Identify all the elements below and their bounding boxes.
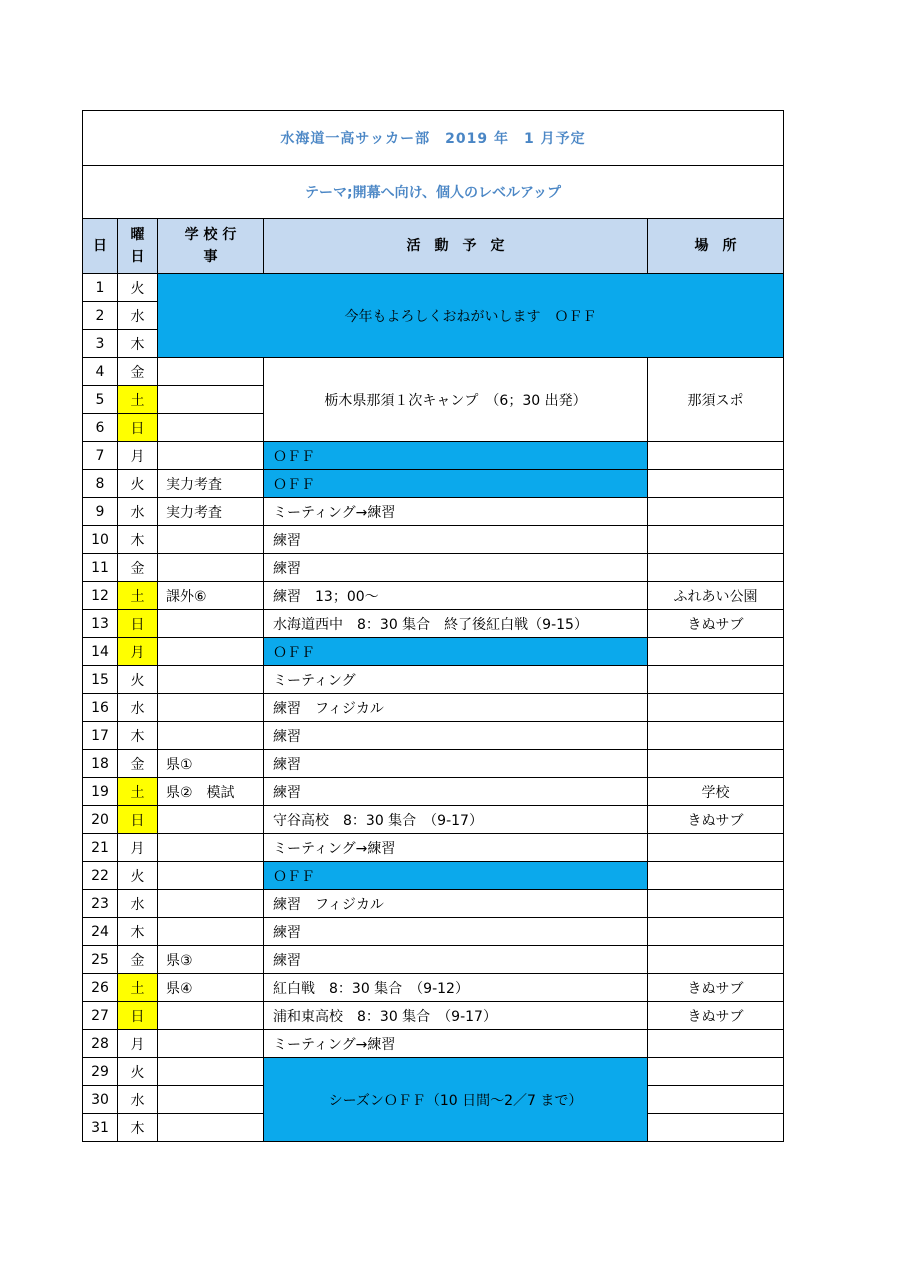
table-row xyxy=(83,666,784,694)
school-event-cell xyxy=(158,1058,264,1086)
day-number: 26 xyxy=(83,974,118,1002)
weekday: 木 xyxy=(118,330,158,358)
weekday: 日 xyxy=(118,1002,158,1030)
activity-cell: 練習 xyxy=(264,946,648,974)
weekday: 金 xyxy=(118,946,158,974)
table-row xyxy=(83,638,784,666)
header-place: 場 所 xyxy=(648,219,784,274)
place-cell xyxy=(648,862,784,890)
header-school-event xyxy=(158,219,264,274)
weekday: 水 xyxy=(118,302,158,330)
place-cell xyxy=(648,498,784,526)
school-event-cell: 実力考査 xyxy=(158,498,264,526)
place-cell xyxy=(648,638,784,666)
day-number: 5 xyxy=(83,386,118,414)
school-event-cell xyxy=(158,442,264,470)
school-event-cell: 県④ xyxy=(158,974,264,1002)
table-row xyxy=(83,1058,784,1086)
day-number: 8 xyxy=(83,470,118,498)
weekday: 水 xyxy=(118,498,158,526)
place-cell xyxy=(648,554,784,582)
activity-cell: 練習 フィジカル xyxy=(264,890,648,918)
place-cell: きぬサブ xyxy=(648,610,784,638)
table-row xyxy=(83,1002,784,1030)
school-event-cell xyxy=(158,862,264,890)
school-event-cell xyxy=(158,1114,264,1142)
school-event-cell xyxy=(158,806,264,834)
day-number: 27 xyxy=(83,1002,118,1030)
school-event-cell xyxy=(158,722,264,750)
activity-cell: ミーティング→練習 xyxy=(264,1030,648,1058)
day-number: 1 xyxy=(83,274,118,302)
place-cell: きぬサブ xyxy=(648,974,784,1002)
day-number: 12 xyxy=(83,582,118,610)
table-row xyxy=(83,946,784,974)
school-event-cell xyxy=(158,638,264,666)
weekday: 水 xyxy=(118,694,158,722)
table-row xyxy=(83,974,784,1002)
school-event-cell xyxy=(158,414,264,442)
day-number: 2 xyxy=(83,302,118,330)
activity-cell: ＯＦＦ xyxy=(264,638,648,666)
weekday: 木 xyxy=(118,722,158,750)
activity-cell: 今年もよろしくおねがいします ＯＦＦ xyxy=(158,274,784,358)
school-event-cell xyxy=(158,918,264,946)
day-number: 11 xyxy=(83,554,118,582)
activity-cell: 浦和東高校 8：30 集合 （9-17） xyxy=(264,1002,648,1030)
place-cell: きぬサブ xyxy=(648,806,784,834)
school-event-cell: 実力考査 xyxy=(158,470,264,498)
table-row xyxy=(83,498,784,526)
table-row xyxy=(83,778,784,806)
header-day: 日 xyxy=(83,219,118,274)
table-row xyxy=(83,442,784,470)
page-title: 水海道一高サッカー部 2019 年 1 月予定 xyxy=(83,111,784,166)
table-row xyxy=(83,470,784,498)
day-number: 4 xyxy=(83,358,118,386)
table-row xyxy=(83,526,784,554)
school-event-cell xyxy=(158,1086,264,1114)
school-event-cell xyxy=(158,1002,264,1030)
place-cell xyxy=(648,526,784,554)
schedule-table xyxy=(82,110,784,1142)
activity-cell: 紅白戦 8：30 集合 （9-12） xyxy=(264,974,648,1002)
header-weekday-line2: 日 xyxy=(130,249,145,265)
table-header-row xyxy=(83,219,784,274)
school-event-cell xyxy=(158,1030,264,1058)
weekday: 水 xyxy=(118,1086,158,1114)
day-number: 31 xyxy=(83,1114,118,1142)
activity-cell: 守谷高校 8：30 集合 （9-17） xyxy=(264,806,648,834)
weekday: 金 xyxy=(118,554,158,582)
school-event-cell xyxy=(158,358,264,386)
day-number: 22 xyxy=(83,862,118,890)
school-event-cell xyxy=(158,526,264,554)
weekday: 日 xyxy=(118,806,158,834)
activity-cell: 練習 フィジカル xyxy=(264,694,648,722)
weekday: 月 xyxy=(118,638,158,666)
day-number: 6 xyxy=(83,414,118,442)
header-weekday xyxy=(118,219,158,274)
place-cell xyxy=(648,890,784,918)
day-number: 9 xyxy=(83,498,118,526)
activity-cell: ミーティング→練習 xyxy=(264,834,648,862)
day-number: 17 xyxy=(83,722,118,750)
place-cell xyxy=(648,750,784,778)
table-row xyxy=(83,358,784,386)
school-event-cell: 県③ xyxy=(158,946,264,974)
weekday: 日 xyxy=(118,610,158,638)
school-event-cell xyxy=(158,890,264,918)
place-cell: 学校 xyxy=(648,778,784,806)
weekday: 日 xyxy=(118,414,158,442)
table-row xyxy=(83,610,784,638)
day-number: 10 xyxy=(83,526,118,554)
activity-cell: 練習 xyxy=(264,526,648,554)
day-number: 15 xyxy=(83,666,118,694)
place-cell: ふれあい公園 xyxy=(648,582,784,610)
table-row xyxy=(83,582,784,610)
day-number: 23 xyxy=(83,890,118,918)
day-number: 30 xyxy=(83,1086,118,1114)
table-row xyxy=(83,806,784,834)
weekday: 木 xyxy=(118,526,158,554)
school-event-cell xyxy=(158,666,264,694)
day-number: 14 xyxy=(83,638,118,666)
school-event-cell xyxy=(158,386,264,414)
place-cell xyxy=(648,694,784,722)
table-row xyxy=(83,890,784,918)
day-number: 16 xyxy=(83,694,118,722)
day-number: 24 xyxy=(83,918,118,946)
activity-cell: ＯＦＦ xyxy=(264,862,648,890)
activity-cell: 栃木県那須１次キャンプ （6；30 出発） xyxy=(264,358,648,442)
place-cell xyxy=(648,1114,784,1142)
activity-cell: ミーティング xyxy=(264,666,648,694)
header-weekday-line1: 曜 xyxy=(130,227,145,243)
activity-cell: 水海道西中 8：30 集合 終了後紅白戦（9-15） xyxy=(264,610,648,638)
table-row xyxy=(83,1030,784,1058)
weekday: 土 xyxy=(118,974,158,1002)
place-cell xyxy=(648,442,784,470)
school-event-cell: 県① xyxy=(158,750,264,778)
weekday: 火 xyxy=(118,1058,158,1086)
place-cell xyxy=(648,918,784,946)
weekday: 火 xyxy=(118,666,158,694)
weekday: 木 xyxy=(118,1114,158,1142)
header-activity: 活 動 予 定 xyxy=(264,219,648,274)
weekday: 月 xyxy=(118,1030,158,1058)
weekday: 土 xyxy=(118,778,158,806)
weekday: 土 xyxy=(118,582,158,610)
day-number: 19 xyxy=(83,778,118,806)
place-cell xyxy=(648,470,784,498)
table-row xyxy=(83,722,784,750)
day-number: 3 xyxy=(83,330,118,358)
school-event-cell: 課外⑥ xyxy=(158,582,264,610)
school-event-cell xyxy=(158,834,264,862)
day-number: 28 xyxy=(83,1030,118,1058)
place-cell: 那須スポ xyxy=(648,358,784,442)
place-cell xyxy=(648,1030,784,1058)
activity-cell: 練習 xyxy=(264,554,648,582)
weekday: 土 xyxy=(118,386,158,414)
day-number: 25 xyxy=(83,946,118,974)
weekday: 金 xyxy=(118,358,158,386)
table-row xyxy=(83,918,784,946)
day-number: 20 xyxy=(83,806,118,834)
place-cell xyxy=(648,1086,784,1114)
day-number: 18 xyxy=(83,750,118,778)
school-event-cell xyxy=(158,610,264,638)
table-row xyxy=(83,554,784,582)
place-cell xyxy=(648,834,784,862)
weekday: 月 xyxy=(118,834,158,862)
table-row xyxy=(83,862,784,890)
activity-cell: 練習 13；00～ xyxy=(264,582,648,610)
activity-cell: ＯＦＦ xyxy=(264,470,648,498)
activity-cell: 練習 xyxy=(264,722,648,750)
activity-cell: シーズンＯＦＦ（10 日間～2／7 まで） xyxy=(264,1058,648,1142)
table-row xyxy=(83,834,784,862)
weekday: 火 xyxy=(118,862,158,890)
theme-subtitle: テーマ;開幕へ向け、個人のレベルアップ xyxy=(83,166,784,219)
header-event-line2: 事 xyxy=(203,249,218,265)
activity-cell: ＯＦＦ xyxy=(264,442,648,470)
day-number: 7 xyxy=(83,442,118,470)
place-cell xyxy=(648,1058,784,1086)
activity-cell: 練習 xyxy=(264,750,648,778)
day-number: 29 xyxy=(83,1058,118,1086)
school-event-cell xyxy=(158,554,264,582)
activity-cell: 練習 xyxy=(264,918,648,946)
school-event-cell: 県② 模試 xyxy=(158,778,264,806)
table-row xyxy=(83,750,784,778)
weekday: 木 xyxy=(118,918,158,946)
weekday: 火 xyxy=(118,274,158,302)
header-event-line1: 学 校 行 xyxy=(184,227,237,243)
weekday: 金 xyxy=(118,750,158,778)
activity-cell: 練習 xyxy=(264,778,648,806)
table-row xyxy=(83,694,784,722)
place-cell xyxy=(648,722,784,750)
day-number: 13 xyxy=(83,610,118,638)
place-cell xyxy=(648,946,784,974)
weekday: 水 xyxy=(118,890,158,918)
school-event-cell xyxy=(158,694,264,722)
weekday: 月 xyxy=(118,442,158,470)
table-row xyxy=(83,274,784,302)
day-number: 21 xyxy=(83,834,118,862)
place-cell: きぬサブ xyxy=(648,1002,784,1030)
weekday: 火 xyxy=(118,470,158,498)
place-cell xyxy=(648,666,784,694)
activity-cell: ミーティング→練習 xyxy=(264,498,648,526)
